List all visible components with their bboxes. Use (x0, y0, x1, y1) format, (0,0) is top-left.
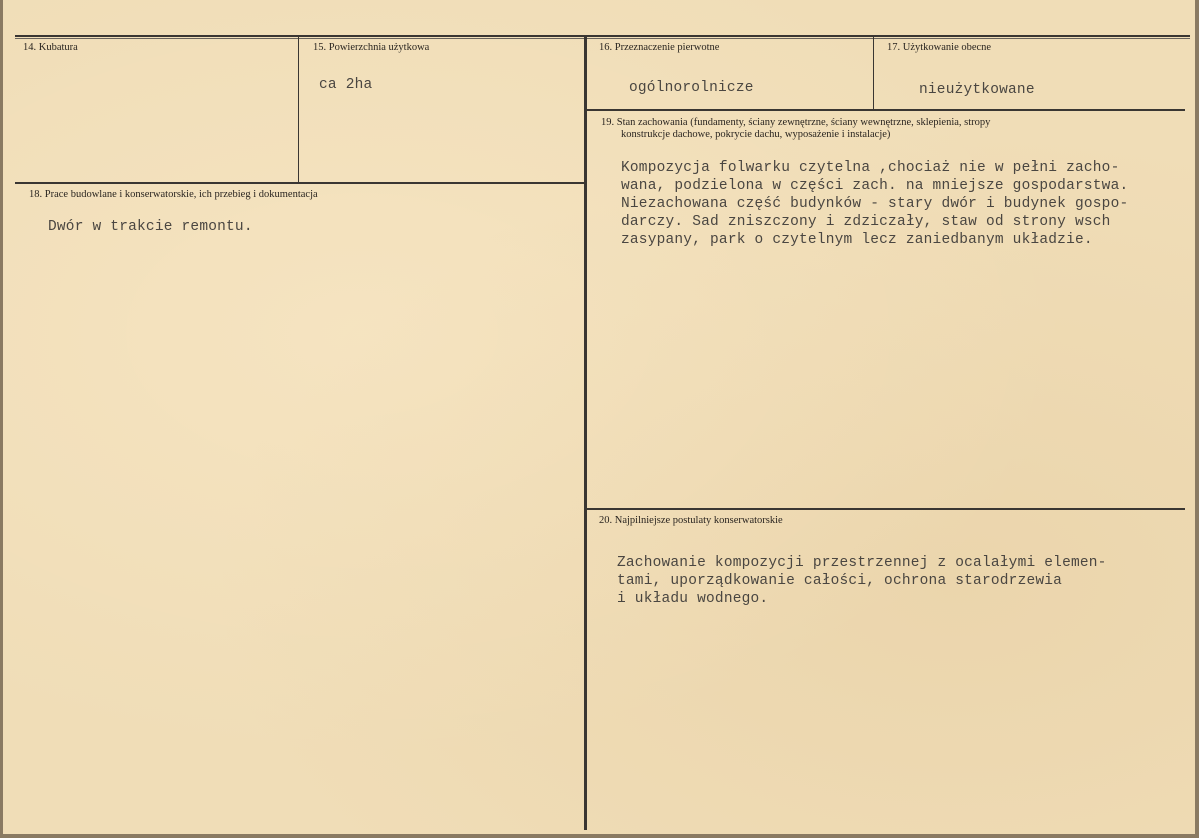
stan-zachowania-line: zasypany, park o czytelnym lecz zaniedbanym układzie. (621, 232, 1093, 248)
przeznaczenie-label: 16. Przeznaczenie pierwotne (599, 42, 720, 53)
divider-16-17 (873, 37, 874, 109)
stan-zachowania-value (621, 159, 1128, 249)
stan-zachowania-line: Kompozycja folwarku czytelna ,chociaż nie w pełni zacho- (621, 160, 1120, 176)
postulaty-line: Zachowanie kompozycji przestrzennej z ocalałymi elemen- (617, 555, 1107, 571)
top-rule-inner (15, 38, 1190, 39)
main-center-divider (584, 37, 587, 830)
postulaty-line: tami, uporządkowanie całości, ochrona starodrzewia (617, 573, 1063, 589)
stan-zachowania-line: darczy. Sad zniszczony i zdziczały, staw od strony wsch (621, 214, 1111, 230)
divider-14-15 (298, 37, 299, 183)
uzytkowanie-value: nieużytkowane (919, 82, 1035, 98)
stan-zachowania-label-line2: konstrukcje dachowe, pokrycie dachu, wyposażenie i instalacje) (621, 129, 891, 140)
right-rule-16-17 (587, 109, 1185, 111)
kubatura-label: 14. Kubatura (23, 42, 78, 53)
stan-zachowania-line: wana, podzielona w części zach. na mniejsze gospodarstwa. (621, 178, 1129, 194)
prace-label: 18. Prace budowlane i konserwatorskie, ich przebieg i dokumentacja (29, 189, 318, 200)
stan-zachowania-label-line1: 19. Stan zachowania (fundamenty, ściany zewnętrzne, ściany wewnętrzne, sklepienia, stropy (601, 117, 991, 128)
postulaty-label: 20. Najpilniejsze postulaty konserwatorskie (599, 515, 783, 526)
stan-zachowania-line: Niezachowana część budynków - stary dwór i budynek gospo- (621, 196, 1129, 212)
uzytkowanie-label: 17. Użytkowanie obecne (887, 42, 992, 53)
left-section-rule (15, 182, 586, 184)
postulaty-value (617, 554, 1107, 608)
przeznaczenie-value: ogólnorolnicze (629, 80, 754, 96)
powierzchnia-value: ca 2ha (319, 77, 373, 93)
powierzchnia-label: 15. Powierzchnia użytkowa (313, 42, 430, 53)
top-rule (15, 35, 1190, 37)
right-rule-19-20 (587, 508, 1185, 510)
prace-value: Dwór w trakcie remontu. (48, 219, 253, 235)
postulaty-line: i układu wodnego. (617, 591, 769, 607)
